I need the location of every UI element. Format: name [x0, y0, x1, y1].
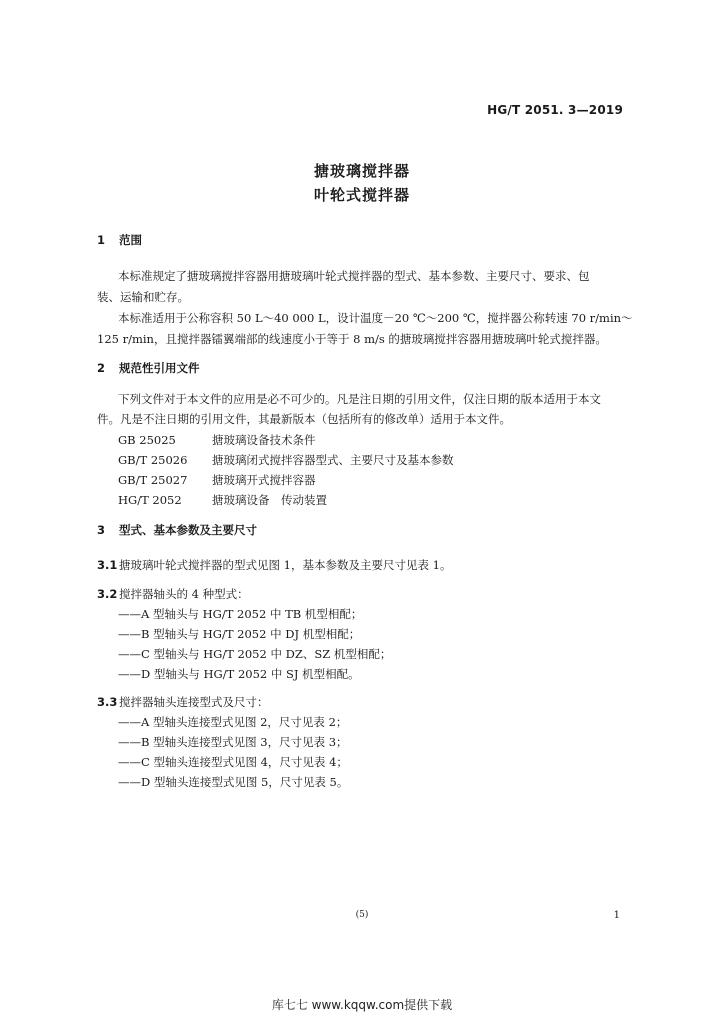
page-number: 1 [613, 910, 620, 921]
watermark-text: 库七七 www.kqqw.com提供下载 [271, 998, 453, 1012]
scope-p2-line1: 本标准适用于公称容积 50 L～40 000 L，设计温度－20 ℃～200 ℃，搅拌器公称转速 70 r/min～ [118, 311, 633, 325]
section-number: 3 [97, 523, 106, 537]
reference-item [118, 472, 658, 488]
clause-3-3 [97, 694, 269, 710]
list-item: ——C 型轴头与 HG/T 2052 中 DZ、SZ 机型相配； [118, 647, 392, 661]
clause-number: 3.1 [97, 558, 118, 572]
reference-item [118, 452, 658, 468]
clause-number: 3.2 [97, 587, 118, 601]
section-1-heading [97, 232, 142, 248]
clause-text: 搅拌器轴头连接型式及尺寸： [119, 695, 269, 709]
clause-text: 搪玻璃叶轮式搅拌器的型式见图 1，基本参数及主要尺寸见表 1。 [119, 558, 452, 572]
list-item: ——C 型轴头连接型式见图 4，尺寸见表 4； [118, 755, 348, 769]
clause-3-2 [97, 586, 249, 602]
standard-number: HG/T 2051. 3—2019 [487, 103, 623, 117]
list-item: ——B 型轴头与 HG/T 2052 中 DJ 机型相配； [118, 627, 361, 641]
normative-intro-line1: 下列文件对于本文件的应用是必不可少的。凡是注日期的引用文件，仅注日期的版本适用于本文 [118, 392, 601, 406]
clause-3-1 [97, 557, 451, 573]
clause-number: 3.3 [97, 695, 118, 709]
reference-code: GB/T 25026 [118, 453, 188, 467]
scope-p1-line2: 装、运输和贮存。 [97, 290, 189, 304]
reference-code: HG/T 2052 [118, 493, 182, 507]
reference-name: 搪玻璃闭式搅拌容器型式、主要尺寸及基本参数 [212, 453, 454, 467]
section-3-heading [97, 522, 257, 538]
reference-item [118, 492, 658, 508]
title-line-1: 搪玻璃搅拌器 [313, 162, 410, 180]
section-number: 1 [97, 233, 106, 247]
clause-text: 搅拌器轴头的 4 种型式： [119, 587, 249, 601]
scope-p2-line2: 125 r/min，且搅拌器镭翼端部的线速度小于等于 8 m/s 的搪玻璃搅拌容器用搪玻璃叶轮式搅拌器。 [97, 332, 607, 346]
section-title: 规范性引用文件 [119, 361, 200, 375]
list-item: ——A 型轴头与 HG/T 2052 中 TB 机型相配； [118, 607, 363, 621]
reference-name: 搪玻璃设备 传动装置 [212, 493, 327, 507]
section-number: 2 [97, 361, 106, 375]
reference-code: GB/T 25027 [118, 473, 188, 487]
list-item: ——A 型轴头连接型式见图 2，尺寸见表 2； [118, 715, 348, 729]
section-title: 范围 [119, 233, 142, 247]
section-title: 型式、基本参数及主要尺寸 [119, 523, 257, 537]
section-2-heading [97, 360, 200, 376]
reference-name: 搪玻璃开式搅拌容器 [212, 473, 316, 487]
footer-sequence: (5) [355, 910, 369, 920]
scope-p1-line1: 本标准规定了搪玻璃搅拌容器用搪玻璃叶轮式搅拌器的型式、基本参数、主要尺寸、要求、包 [118, 269, 590, 283]
reference-name: 搪玻璃设备技术条件 [212, 433, 316, 447]
reference-item [118, 432, 658, 448]
normative-intro-line2: 件。凡是不注日期的引用文件，其最新版本（包括所有的修改单）适用于本文件。 [97, 412, 511, 426]
list-item: ——B 型轴头连接型式见图 3，尺寸见表 3； [118, 735, 348, 749]
title-line-2: 叶轮式搅拌器 [313, 186, 410, 204]
list-item: ——D 型轴头连接型式见图 5，尺寸见表 5。 [118, 775, 349, 789]
reference-code: GB 25025 [118, 433, 176, 447]
list-item: ——D 型轴头与 HG/T 2052 中 SJ 机型相配。 [118, 667, 360, 681]
